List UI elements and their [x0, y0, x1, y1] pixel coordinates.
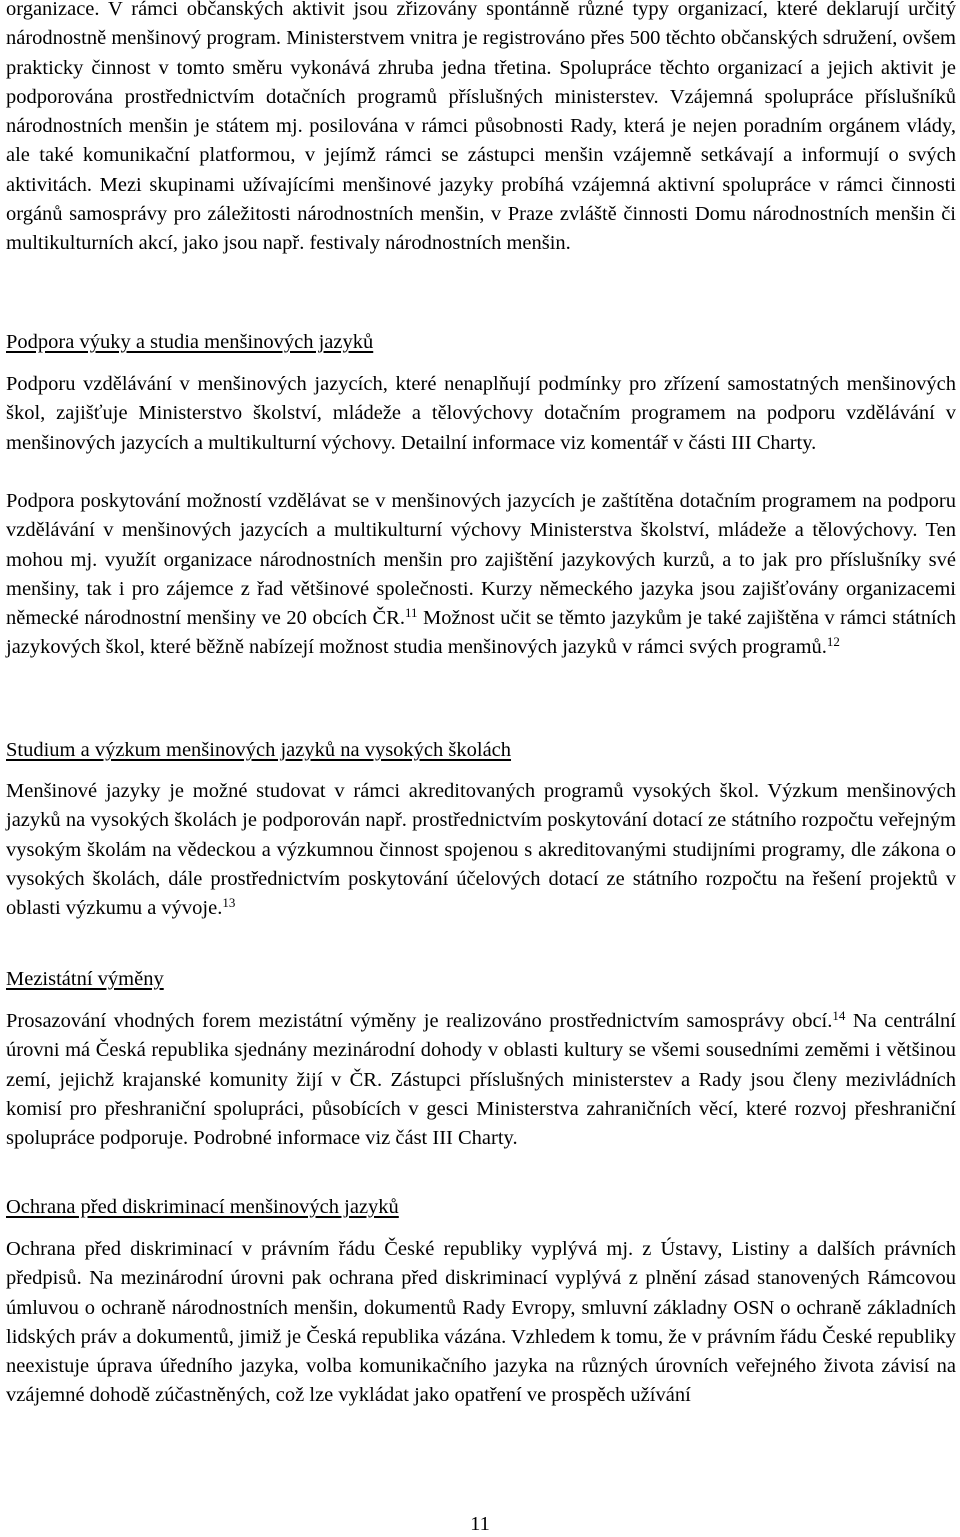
heading-university-study: Studium a výzkum menšinových jazyků na vysokých školách [6, 739, 512, 761]
heading-interstate-exchange: Mezistátní výměny [6, 968, 164, 990]
footnote-ref-13: 13 [222, 895, 236, 911]
footnote-ref-14: 14 [832, 1008, 846, 1023]
paragraph-civic-organizations: organizace. V rámci občanských aktivit jsou zřizovány spontánně různé typy organizací, které deklarují určitý národnostně menšinový program. Ministerstvem vnitra je registrováno přes 500 těchto občanských sdružení, ovšem prakticky činnost v tomto směru vykonává zhruba jedna třetina. Spolupráce těchto organizací a jejich aktivit je podporována prostřednictvím dotačních programů příslušných ministerstev. Vzájemná spolupráce příslušníků národnostních menšin je státem mj. posilována v rámci působnosti Rady, která je nejen poradním orgánem vlády, ale také komunikační platformou, v jejímž rámci se zástupci menšin vzájemně setkávají a informují o svých aktivitách. Mezi skupinami užívajícími menšinové jazyky probíhá vzájemná aktivní spolupráce v rámci činnosti orgánů samosprávy pro záležitosti národnostních menšin, v Praze zvláště činnosti Domu národnostních menšin či multikulturních akcí, jako jsou např. festivaly národnostních menšin. [6, 0, 956, 255]
paragraph-interstate-exchange [6, 1007, 956, 1153]
paragraph-university-research [6, 777, 956, 923]
paragraph-university-research-text: Menšinové jazyky je možné studovat v rámci akreditovaných programů vysokých škol. Výzkum menšinových jazyků na vysokých školách je podporován např. prostřednictvím poskytování dotací ze státního rozpočtu veřejným vysokým školám na vědeckou a výzkumnou činnost spojenou s akreditovanými studijními programy, dle zákona o vysokých školách, dále prostřednictvím poskytování účelových dotací ze státního rozpočtu na řešení projektů v oblasti výzkumu a vývoje. [6, 780, 956, 920]
paragraph-interstate-exchange-part2: Na centrální úrovni má Česká republika sjednány mezinárodní dohody v oblasti kultury se všemi sousedními zeměmi i většinou zemí, jejichž krajanské komunity žijí v ČR. Zástupci příslušných ministerstev a Rady jsou členy mezivládních komisí pro přeshraniční spolupráci, působících v gesci Ministerstva zahraničních věcí, které rozvoj přeshraniční spolupráce podporuje. Podrobné informace viz část III Charty. [6, 1010, 956, 1150]
paragraph-interstate-exchange-part1: Prosazování vhodných forem mezistátní výměny je realizováno prostřednictvím samosprávy obcí. [6, 1010, 833, 1032]
footnote-ref-11: 11 [404, 605, 418, 621]
heading-discrimination-protection: Ochrana před diskriminací menšinových jazyků [6, 1196, 399, 1218]
paragraph-language-courses [6, 487, 956, 663]
paragraph-language-courses-part2: Možnost učit se těmto jazykům je také zajištěna v rámci státních jazykových škol, které běžně nabízejí možnost studia menšinových jazyků v rámci svých programů. [6, 607, 956, 659]
heading-support-teaching: Podpora výuky a studia menšinových jazyků [6, 331, 374, 353]
footnote-ref-12: 12 [826, 634, 840, 650]
paragraph-language-courses-part1: Podpora poskytování možností vzdělávat se v menšinových jazycích je zaštítěna dotačním programem na podporu vzdělávání v menšinových jazycích a multikulturní výchovy Ministerstva školství, mládeže a tělovýchovy. Ten mohou mj. využít organizace národnostních menšin pro zajištění jazykových kurzů, a to jak pro příslušníky své menšiny, tak i pro zájemce z řad většinové společnosti. Kurzy německého jazyka jsou zajišťovány organizacemi německé národnostní menšiny ve 20 obcích ČR. [6, 490, 956, 630]
paragraph-discrimination-protection: Ochrana před diskriminací v právním řádu České republiky vyplývá mj. z Ústavy, Listiny a dalších právních předpisů. Na mezinárodní úrovni pak ochrana před diskriminací vyplývá z plnění zásad stanovených Rámcovou úmluvou o ochraně národnostních menšin, dokumentů Rady Evropy, smluvní základny OSN o ochraně základních lidských práv a dokumentů, jimiž je Česká republika vázána. Vzhledem k tomu, že v právním řádu České republiky neexistuje úprava úředního jazyka, volba komunikačního jazyka na různých úrovních veřejného života závisí na vzájemné dohodě zúčastněných, což lze vykládat jako opatření ve prospěch užívání [6, 1238, 956, 1407]
paragraph-education-support: Podporu vzdělávání v menšinových jazycích, které nenaplňují podmínky pro zřízení samostatných menšinových škol, zajišťuje Ministerstvo školství, mládeže a tělovýchovy dotačním programem na podporu vzdělávání v menšinových jazycích a multikulturní výchovy. Detailní informace viz komentář v části III Charty. [6, 373, 956, 454]
page-number: 11 [470, 1513, 490, 1535]
